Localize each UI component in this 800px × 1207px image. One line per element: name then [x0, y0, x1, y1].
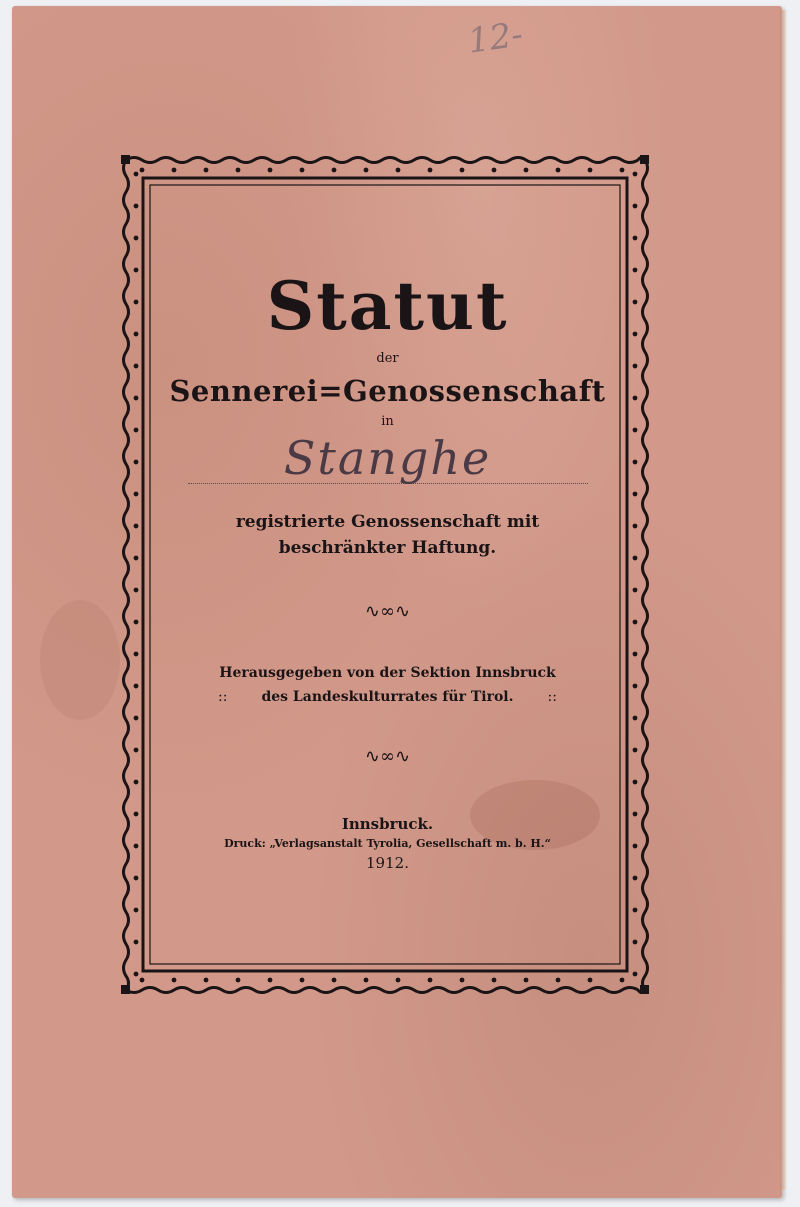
frame-dot: [134, 268, 139, 273]
frame-dot: [134, 908, 139, 913]
frame-dot: [633, 972, 638, 977]
frame-dot: [633, 364, 638, 369]
frame-dot: [134, 300, 139, 305]
title: Statut: [266, 267, 509, 345]
frame-dot: [134, 620, 139, 625]
frame-dot: [332, 168, 337, 173]
frame-dot: [588, 978, 593, 983]
frame-dot: [134, 652, 139, 657]
frame-dot: [134, 972, 139, 977]
frame-dot: [134, 684, 139, 689]
frame-dot: [633, 492, 638, 497]
publisher-line-1: Herausgegeben von der Sektion Innsbruck: [219, 665, 556, 681]
frame-dot: [633, 748, 638, 753]
frame-dot: [460, 168, 465, 173]
frame-dot: [492, 978, 497, 983]
frame-dot: [172, 168, 177, 173]
frame-dot: [633, 844, 638, 849]
registration-text: registrierte Genossenschaft mit beschränkter Haftung.: [235, 512, 540, 558]
handwritten-place-name: Stanghe: [283, 431, 492, 485]
frame-dot: [396, 168, 401, 173]
frame-dot: [134, 364, 139, 369]
frame-dot: [134, 396, 139, 401]
frame-dot: [134, 524, 139, 529]
frame-dot: [204, 168, 209, 173]
frame-dot: [633, 172, 638, 177]
publisher-block: [150, 662, 625, 710]
frame-dot: [134, 556, 139, 561]
connector-in: in: [381, 414, 394, 429]
frame-dot: [364, 168, 369, 173]
frame-dot: [633, 556, 638, 561]
frame-dot: [633, 300, 638, 305]
wave-segment: [126, 158, 645, 163]
frame-dot: [556, 168, 561, 173]
frame-dot: [134, 748, 139, 753]
frame-dot: [134, 780, 139, 785]
publisher-line-2: [150, 686, 625, 710]
frame-dot: [556, 978, 561, 983]
frame-dot: [633, 460, 638, 465]
connector-der: der: [376, 351, 399, 366]
frame-dot: [633, 204, 638, 209]
frame-dot: [524, 168, 529, 173]
frame-dot: [633, 236, 638, 241]
handwritten-price-note: 12-: [465, 14, 526, 62]
frame-dot: [134, 492, 139, 497]
frame-dot: [633, 428, 638, 433]
frame-dot: [134, 204, 139, 209]
wave-segment: [124, 160, 129, 990]
colon-ornament: ::: [547, 688, 557, 705]
frame-dot: [633, 684, 638, 689]
frame-dot: [633, 812, 638, 817]
wave-segment: [126, 988, 645, 993]
ornament-divider: ∿∞∿: [364, 745, 411, 767]
frame-dot: [633, 876, 638, 881]
frame-dot: [633, 780, 638, 785]
frame-dot: [633, 396, 638, 401]
frame-dot: [332, 978, 337, 983]
frame-dot: [620, 168, 625, 173]
frame-corner: [121, 985, 130, 994]
frame-dot: [134, 172, 139, 177]
frame-dot: [633, 908, 638, 913]
frame-corner: [121, 155, 130, 164]
frame-dot: [134, 236, 139, 241]
frame-dot: [633, 716, 638, 721]
colon-ornament: ::: [218, 688, 228, 705]
frame-dot: [428, 168, 433, 173]
frame-dot: [204, 978, 209, 983]
frame-dot: [140, 168, 145, 173]
frame-dot: [620, 978, 625, 983]
frame-corner: [640, 155, 649, 164]
frame-dot: [134, 428, 139, 433]
imprint-printer: Druck: „Verlagsanstalt Tyrolia, Gesellschaft m. b. H.“: [224, 836, 551, 850]
frame-dot: [588, 168, 593, 173]
frame-dot: [134, 876, 139, 881]
frame-dot: [236, 978, 241, 983]
frame-dot: [268, 168, 273, 173]
ornament-divider: ∿∞∿: [364, 601, 411, 622]
frame-dot: [633, 940, 638, 945]
wave-segment: [643, 160, 648, 990]
imprint-city: Innsbruck.: [341, 814, 434, 833]
frame-dot: [300, 978, 305, 983]
frame-dot: [633, 524, 638, 529]
frame-dot: [396, 978, 401, 983]
frame-dot: [428, 978, 433, 983]
frame-dot: [134, 588, 139, 593]
frame-dot: [364, 978, 369, 983]
frame-dot: [492, 168, 497, 173]
cover-text-block: [150, 185, 625, 970]
frame-dot: [236, 168, 241, 173]
frame-dot: [633, 588, 638, 593]
frame-dot: [134, 332, 139, 337]
imprint-year: 1912.: [366, 853, 409, 872]
publisher-line-2-text: des Landeskulturrates für Tirol.: [261, 688, 514, 705]
frame-dot: [134, 460, 139, 465]
frame-dot: [268, 978, 273, 983]
frame-dot: [633, 652, 638, 657]
frame-dot: [140, 978, 145, 983]
frame-dot: [134, 844, 139, 849]
frame-dot: [134, 812, 139, 817]
frame-dot: [172, 978, 177, 983]
frame-dot: [633, 332, 638, 337]
frame-dot: [134, 716, 139, 721]
frame-dot: [134, 940, 139, 945]
frame-dot: [460, 978, 465, 983]
frame-corner: [640, 985, 649, 994]
subtitle: Sennerei=Genossenschaft: [169, 374, 606, 408]
frame-dot: [300, 168, 305, 173]
frame-dot: [633, 620, 638, 625]
frame-dot: [524, 978, 529, 983]
frame-dot: [633, 268, 638, 273]
